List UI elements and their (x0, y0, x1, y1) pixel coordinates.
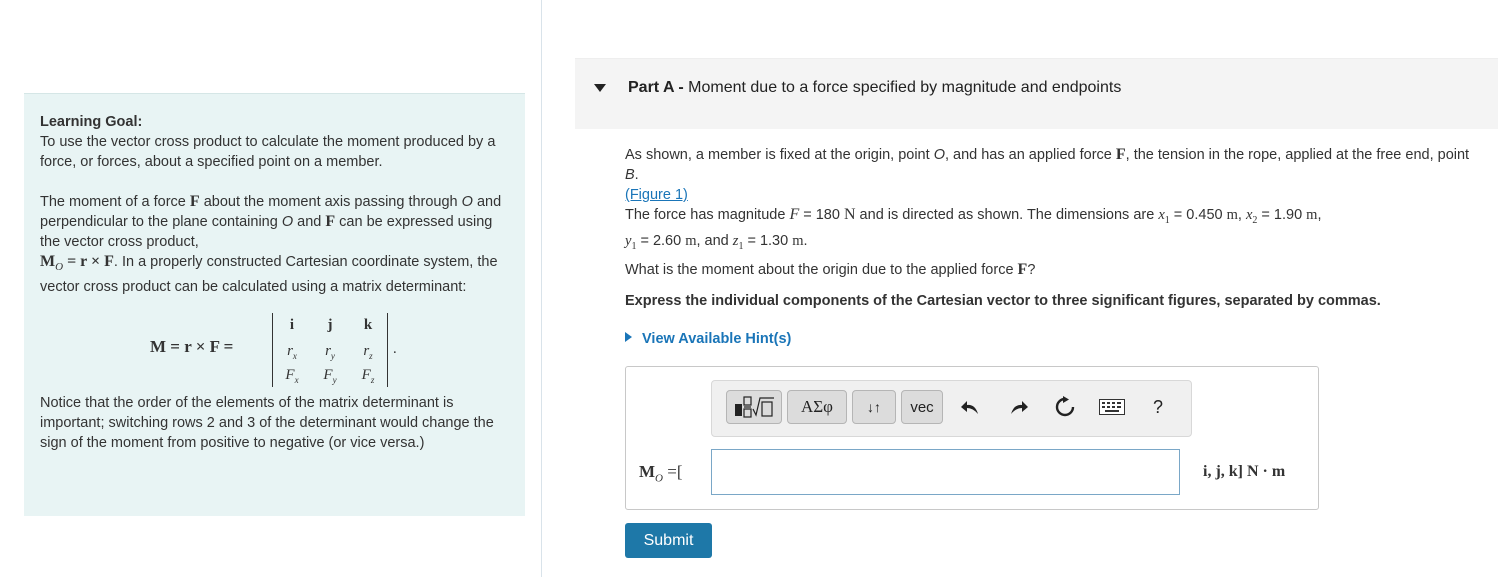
part-a-title: Part A - Moment due to a force specified by magnitude and endpoints (628, 79, 1122, 96)
order-notice: Notice that the order of the elements of the matrix determinant is important; switching rows 2 and 3 of the determinant would change the sign of the moment from positive to negative (or vice versa.) (40, 394, 494, 451)
learning-goal-title: Learning Goal: (40, 114, 143, 130)
answer-instruction: Express the individual components of the Cartesian vector to three significant figures, separated by commas. (625, 293, 1381, 309)
moment-label: $M_O$ =[ (639, 462, 683, 485)
expand-caret-icon (625, 332, 632, 342)
equation-lhs: M = r × F = (150, 336, 234, 356)
keyboard-button[interactable] (1098, 395, 1126, 419)
answer-units: i, j, k] N · m (1203, 463, 1286, 480)
panel-divider (541, 0, 542, 577)
learning-goal-intro: To use the vector cross product to calculate the moment produced by a force, or forces, about a specified point on a member. (40, 134, 496, 170)
undo-icon (959, 397, 981, 417)
cross-product-equation (40, 309, 509, 393)
keyboard-icon (1099, 399, 1125, 415)
matrix-cell: $r_y$ (325, 342, 335, 361)
matrix-cell: $r_z$ (363, 342, 373, 361)
equation-period: . (393, 340, 397, 357)
redo-icon (1008, 397, 1030, 417)
vector-button[interactable]: vec (901, 390, 943, 424)
moment-answer-input[interactable] (711, 449, 1180, 495)
moment-description: The moment of a force F about the moment axis passing through O and perpendicular to the plane containing O and F can be expressed using the vector cross product, $M_O = r \times F$. In a properly constructed Cartesian coordinate system, the vector cross product can be calculated using a matrix determinant: (40, 193, 502, 295)
undo-button[interactable] (958, 395, 982, 419)
determinant-matrix (272, 313, 388, 387)
math-toolbar (711, 380, 1192, 437)
figure-1-link[interactable]: (Figure 1) (625, 187, 688, 203)
matrix-cell: $F_z$ (361, 366, 375, 385)
matrix-cell: $r_x$ (287, 342, 297, 361)
question-text: What is the moment about the origin due to the applied force F? (625, 261, 1036, 278)
reset-button[interactable] (1052, 395, 1078, 419)
problem-statement: As shown, a member is fixed at the origin, point O, and has an applied force F, the tension in the rope, applied at the free end, point B. (Figure 1) The force has magnitude F = 180 N and is directed as shown. The dimensions are $x_1 = 0.450$ m, $x_2 = 1.90$ m, $y_1 = 2.60$ m, and $z_1 = 1.30$ m. (625, 146, 1470, 252)
view-hints-link[interactable]: View Available Hint(s) (625, 331, 791, 347)
matrix-cell: $F_x$ (285, 366, 299, 385)
matrix-cell: k (363, 316, 373, 333)
answer-box (625, 366, 1319, 510)
collapse-caret-icon[interactable] (594, 84, 606, 92)
part-a-header[interactable] (575, 58, 1498, 129)
matrix-cell: i (289, 316, 295, 333)
reset-icon (1054, 396, 1076, 418)
help-button[interactable]: ? (1152, 396, 1163, 417)
matrix-cell: j (327, 316, 333, 333)
submit-button[interactable]: Submit (625, 523, 712, 558)
matrix-cell: $F_y$ (323, 366, 337, 385)
subscript-superscript-button[interactable]: ↓↑ (852, 390, 896, 424)
greek-letters-button[interactable]: ΑΣφ (787, 390, 847, 424)
templates-button[interactable] (726, 390, 782, 424)
redo-button[interactable] (1007, 395, 1031, 419)
templates-icon (732, 395, 776, 419)
learning-goal-panel (24, 93, 525, 516)
